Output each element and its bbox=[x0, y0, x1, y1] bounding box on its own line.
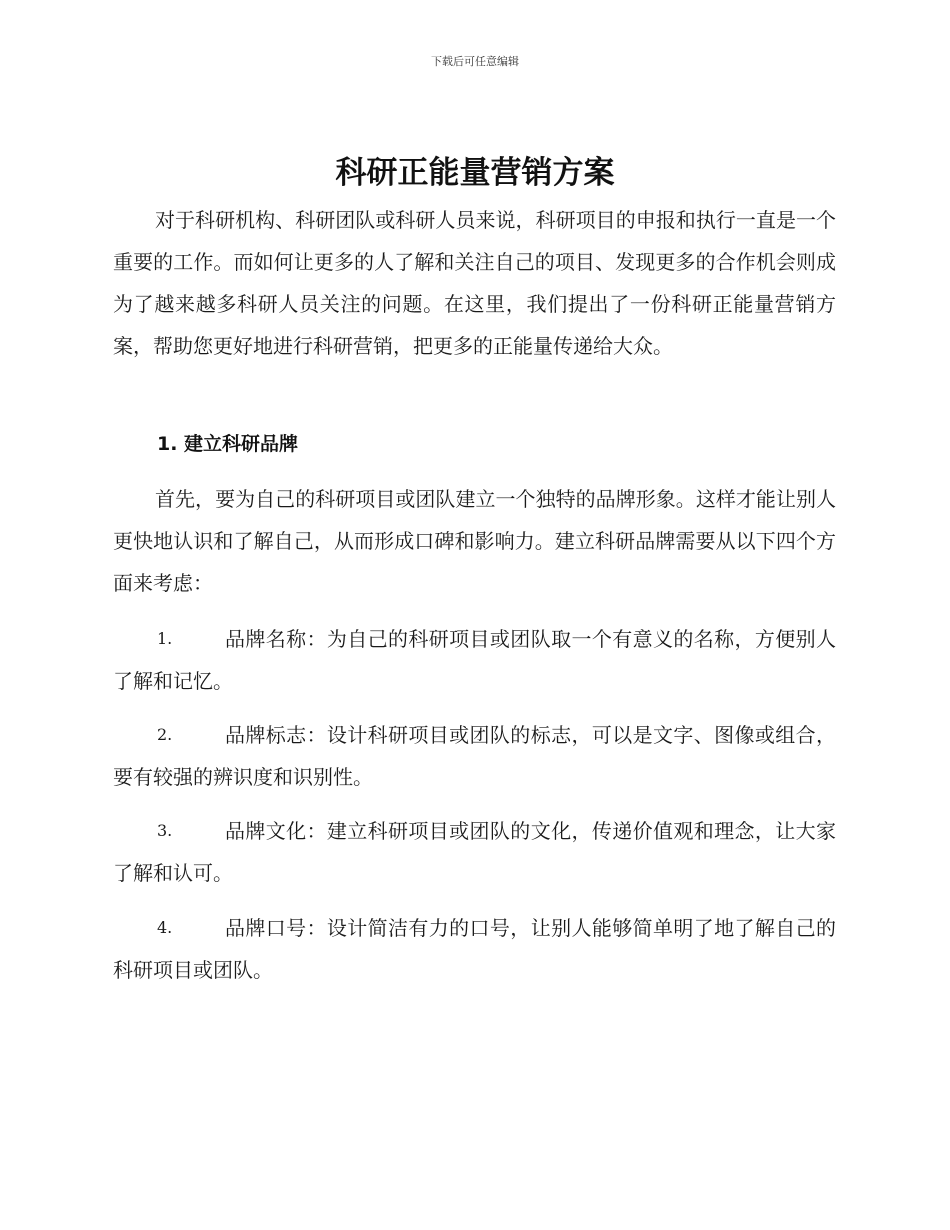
list-item bbox=[113, 714, 836, 798]
section-heading: 1. 建立科研品牌 bbox=[157, 433, 299, 455]
list-item-number: 4. bbox=[157, 918, 173, 937]
section-paragraph: 首先，要为自己的科研项目或团队建立一个独特的品牌形象。这样才能让别人更快地认识和了解自己，从而形成口碑和影响力。建立科研品牌需要从以下四个方面来考虑： bbox=[113, 487, 836, 595]
list-item-number: 2. bbox=[157, 725, 173, 744]
list-item bbox=[113, 907, 836, 991]
document-title: 科研正能量营销方案 bbox=[335, 155, 615, 191]
list-item bbox=[113, 810, 836, 894]
list-item bbox=[113, 618, 836, 702]
intro-paragraph: 对于科研机构、科研团队或科研人员来说，科研项目的申报和执行一直是一个重要的工作。而如何让更多的人了解和关注自己的项目、发现更多的合作机会则成为了越来越多科研人员关注的问题。在这里，我们提出了一份科研正能量营销方案，帮助您更好地进行科研营销，把更多的正能量传递给大众。 bbox=[113, 208, 836, 358]
list-item-number: 3. bbox=[157, 821, 173, 840]
list-item-text: 品牌文化：建立科研项目或团队的文化，传递价值观和理念，让大家了解和认可。 bbox=[113, 819, 836, 885]
list-item-text: 品牌口号：设计简洁有力的口号，让别人能够简单明了地了解自己的科研项目或团队。 bbox=[113, 916, 836, 982]
header-note: 下载后可任意编辑 bbox=[431, 55, 519, 68]
list-item-text: 品牌名称：为自己的科研项目或团队取一个有意义的名称，方便别人了解和记忆。 bbox=[113, 627, 836, 693]
list-item-number: 1. bbox=[157, 629, 173, 648]
list-item-text: 品牌标志：设计科研项目或团队的标志，可以是文字、图像或组合，要有较强的辨识度和识别性。 bbox=[113, 723, 836, 789]
